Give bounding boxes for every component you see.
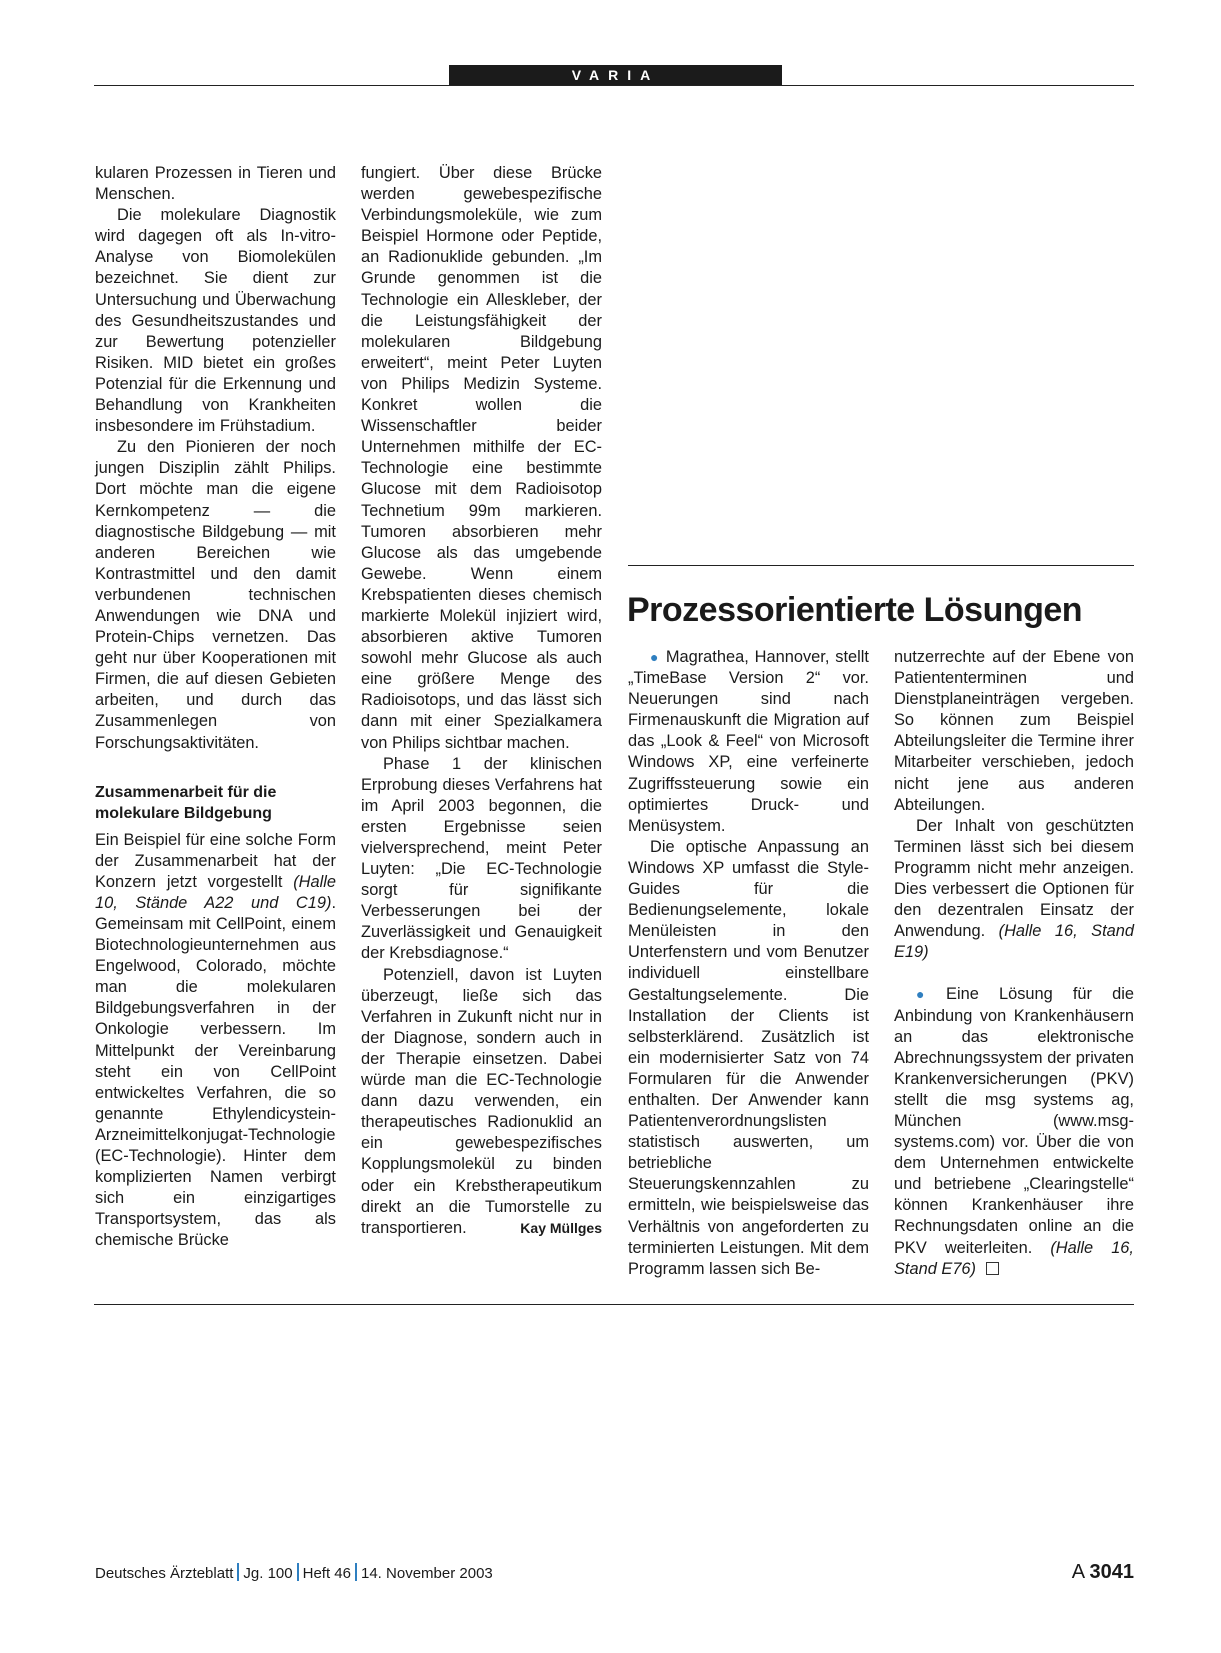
paragraph: [361, 965, 602, 1239]
section-label: VARIA: [449, 65, 782, 85]
column-3: [628, 647, 869, 1280]
paragraph: nutzerrechte auf der Ebene von Patiententerminen und Dienstplaneinträgen vergeben. So können zum Beispiel Abteilungsleiter die Termine ihrer Mitarbeiter verschieben, jedoch nicht jene aus anderen Abteilungen.: [894, 648, 1134, 814]
top-rule: [94, 85, 1134, 86]
page-number: [1072, 1560, 1134, 1584]
article-headline: Prozessorientierte Lösungen: [627, 591, 1083, 629]
text-run: Der Inhalt von geschützten Terminen lässt sich bei diesem Programm nicht mehr anzeigen. Dies verbessert die Optionen für den dezentralen Einsatz der Anwendung.: [894, 816, 1134, 941]
bottom-rule: [94, 1304, 1134, 1305]
footer: [95, 1563, 493, 1584]
bullet-dot-icon: ●: [916, 986, 941, 1003]
volume: Jg. 100: [243, 1565, 293, 1582]
spacer: [894, 963, 1134, 984]
journal-name: Deutsches Ärzteblatt: [95, 1565, 234, 1582]
paragraph: [894, 816, 1134, 964]
paragraph: Zu den Pionieren der noch jungen Disziplin zählt Philips. Dort möchte man die eigene Kernkompetenz — die diagnostische Bildgebung — mit anderen Bereichen wie Kontrastmittel und den damit verbundenen technischen Anwendungen wie DNA und Protein-Chips vernetzen. Das geht nur über Kooperationen mit Firmen, die auf diesen Gebieten arbeiten, und durch das Zusammenlegen von Forschungsaktivitäten.: [95, 438, 336, 752]
paragraph: fungiert. Über diese Brücke werden gewebespezifische Verbindungsmoleküle, wie zum Beispiel Hormone oder Peptide, an Radionuklide gebunden. „Im Grunde genommen ist die Technologie ein Alleskleber, der die Leistungsfähigkeit der molekularen Bildgebung erweitert“, meint Peter Luyten von Philips Medizin Systeme. Konkret wollen die Wissenschaftler beider Unternehmen mithilfe der EC-Technologie eine bestimmte Glucose mit dem Radioisotop Technetium 99m markieren. Tumoren absorbieren mehr Glucose als das umgebende Gewebe. Wenn einem Krebspatienten dieses chemisch markierte Molekül injiziert wird, absorbieren aktive Tumoren sowohl mehr Glucose als auch eine größere Menge des Radioisotops, und das lässt sich dann mit einer Spezialkamera von Philips sichtbar machen.: [361, 164, 602, 752]
bullet-dot-icon: ●: [650, 649, 660, 665]
paragraph: Die molekulare Diagnostik wird dagegen oft als In-vitro-Analyse von Biomolekülen bezeichnet. Sie dient zur Untersuchung und Überwachung des Gesundheitszustandes und zur Bewertung potenzieller Risiken. MID bietet ein großes Potenzial für die Erkennung und Behandlung von Krankheiten insbesondere im Frühstadium.: [95, 206, 336, 436]
booth-reference: (Halle 10, Stände A22 und C19): [95, 872, 336, 912]
column-2: [361, 163, 602, 1239]
subheading: Zusammenarbeit für die molekulare Bildgebung: [95, 783, 277, 822]
author-byline: Kay Müllges: [520, 1219, 602, 1236]
page-number-value: 3041: [1089, 1561, 1134, 1583]
issue: Heft 46: [302, 1565, 351, 1582]
article-rule: [628, 565, 1134, 566]
text-run: Eine Lösung für die Anbindung von Krankenhäusern an das elektronische Abrechnungssystem der privaten Krankenversicherungen (PKV) stellt die msg systems ag, München (www.msg-systems.com) vor. Über die von dem Unternehmen entwickelte und betriebene „Clearingstelle“ können Krankenhäuser ihre Rechnungsdaten online an die PKV weiterleiten.: [894, 985, 1134, 1257]
text-run: Magrathea, Hannover, stellt „TimeBase Version 2“ vor. Neuerungen sind nach Firmenauskunft die Migration auf das „Look & Feel“ von Microsoft Windows XP, eine verfeinerte Zugriffssteuerung sowie ein optimiertes Druck- und Menüsystem.: [628, 648, 869, 835]
paragraph: [95, 830, 336, 1252]
end-square-icon: [986, 1262, 999, 1275]
column-1: [95, 163, 336, 1252]
separator: [297, 1563, 299, 1581]
issue-date: 14. November 2003: [361, 1565, 493, 1582]
paragraph: [628, 647, 869, 837]
paragraph: kularen Prozessen in Tieren und Menschen.: [95, 164, 336, 204]
booth-reference: (Halle 16, Stand E76): [894, 1238, 1134, 1278]
separator: [237, 1563, 239, 1581]
column-4: [894, 647, 1134, 1280]
paragraph: Die optische Anpassung an Windows XP umfasst die Style-Guides für die Bedienungselemente, lokale Menüleisten in den Unterfenstern und vom Benutzer individuell einstellbare Gestaltungselemente. Die Installation der Clients ist selbsterklärend. Zusätzlich ist ein modernisierter Satz von 74 Formularen für die Anwender enthalten. Der Anwender kann Patientenverordnungslisten statistisch auswerten, um betriebliche Steuerungskennzahlen zu ermitteln, wie beispielsweise das Verhältnis von angeforderten zu terminierten Leistungen. Mit dem Programm lassen sich Be-: [628, 837, 869, 1278]
booth-reference: (Halle 16, Stand E19): [894, 922, 1134, 962]
page-prefix: A: [1071, 1561, 1084, 1583]
text-run: Ein Beispiel für eine solche Form der Zusammenarbeit hat der Konzern jetzt vorgestellt: [95, 830, 336, 891]
paragraph: [894, 984, 1134, 1279]
separator: [355, 1563, 357, 1581]
text-run: Potenziell, davon ist Luyten überzeugt, ließe sich das Verfahren in Zukunft nicht nur in der Diagnose, sondern auch in der Therapie einsetzen. Dabei würde man die EC-Technologie dann dazu verwenden, ein therapeutisches Radionuklid an ein gewebespezifisches Kopplungsmolekül zu binden oder ein Krebstherapeutikum direkt an die Tumorstelle zu transportieren.: [361, 965, 602, 1237]
text-run: . Gemeinsam mit CellPoint, einem Biotechnologieunternehmen aus Engelwood, Colorado, möchte man die molekularen Bildgebungsverfahren in der Onkologie verbessern. Im Mittelpunkt der Vereinbarung steht ein von CellPoint entwickeltes Verfahren, die so genannte Ethylendicystein-Arzneimittelkonjugat-Technologie (EC-Technologie). Hinter dem komplizierten Namen verbirgt sich ein einzigartiges Transportsystem, das als chemische Brücke: [95, 893, 336, 1250]
paragraph: Phase 1 der klinischen Erprobung dieses Verfahrens hat im April 2003 begonnen, die ersten Ergebnisse seien vielversprechend, meint Peter Luyten: „Die EC-Technologie sorgt für signifikante Verbesserungen bei der Zuverlässigkeit und Genauigkeit der Krebsdiagnose.“: [361, 754, 602, 963]
